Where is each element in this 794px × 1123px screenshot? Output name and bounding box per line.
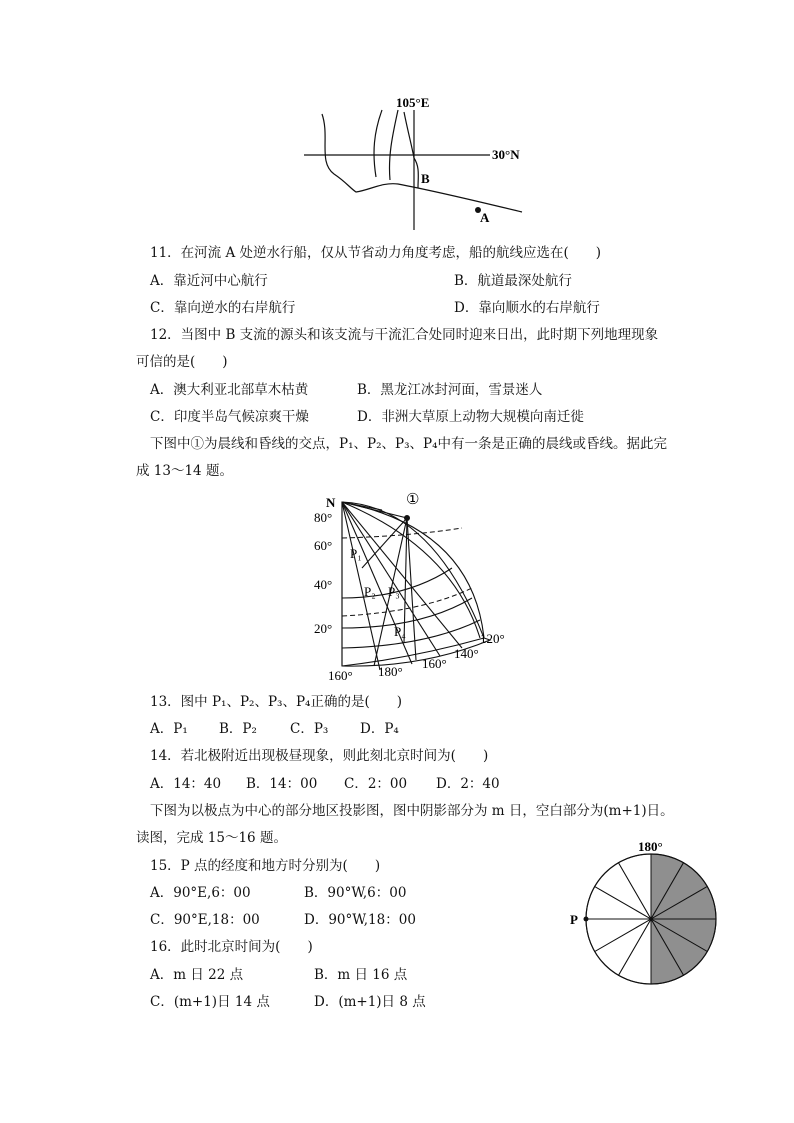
p3-label: P₃ <box>388 584 400 599</box>
q13-option-d[interactable]: D．P₄ <box>360 721 399 737</box>
q11-stem: 11．在河流 A 处逆水行船，仅从节省动力角度考虑，船的航线应选在( ) <box>150 245 602 261</box>
q15-option-b[interactable]: B．90°W,6：00 <box>304 885 407 901</box>
q11-option-b[interactable]: B．航道最深处航行 <box>454 273 572 289</box>
q15-stem: 15．P 点的经度和地方时分别为( ) <box>150 858 381 874</box>
q12-stem-line1: 12．当图中 B 支流的源头和该支流与干流汇合处同时迎来日出，此时期下列地理现象 <box>150 327 659 343</box>
q16-stem: 16．此时北京时间为( ) <box>150 939 313 955</box>
q15-option-a[interactable]: A．90°E,6：00 <box>150 885 251 901</box>
longitude-105e-label: 105°E <box>396 95 430 110</box>
q14-option-c[interactable]: C．2：00 <box>344 776 408 792</box>
lon-120-label: 120° <box>480 631 505 646</box>
point-p-label: P <box>570 912 578 927</box>
p1-label: P₁ <box>350 546 362 561</box>
intro-13-line2: 成 13～14 题。 <box>136 463 233 479</box>
lon-160-right-label: 160° <box>422 656 447 671</box>
point-b-label: B <box>421 171 430 186</box>
q12-option-a[interactable]: A．澳大利亚北部草木枯黄 <box>150 382 309 398</box>
lat-40-label: 40° <box>314 577 333 592</box>
q13-stem: 13．图中 P₁、P₂、P₃、P₄正确的是( ) <box>150 694 402 710</box>
pie-sectors <box>586 854 716 984</box>
q12-option-c[interactable]: C．印度半岛气候凉爽干燥 <box>150 409 309 425</box>
q12-option-b[interactable]: B．黑龙江冰封河面，雪景迷人 <box>357 382 543 398</box>
q15-option-c[interactable]: C．90°E,18：00 <box>150 912 260 928</box>
intro-15-line1: 下图为以极点为中心的部分地区投影图，图中阴影部分为 m 日，空白部分为(m+1)日。 <box>150 803 674 819</box>
q12-stem-line2: 可信的是( ) <box>136 354 228 370</box>
q14-option-a[interactable]: A．14：40 <box>150 776 222 792</box>
polar-projection-figure <box>565 838 725 990</box>
q13-option-a[interactable]: A．P₁ <box>150 721 188 737</box>
p2-label: P₂ <box>364 584 376 599</box>
latitude-30n-label: 30°N <box>492 147 520 162</box>
intro-13-line1: 下图中①为晨线和昏线的交点，P₁、P₂、P₃、P₄中有一条是正确的晨线或昏线。据此完 <box>150 436 667 452</box>
q16-option-c[interactable]: C．(m+1)日 14 点 <box>150 994 270 1010</box>
lat-60-label: 60° <box>314 538 333 553</box>
graticule-figure <box>312 488 517 686</box>
point-a-label: A <box>480 210 490 225</box>
q14-option-b[interactable]: B．14：00 <box>246 776 318 792</box>
q14-option-d[interactable]: D．2：40 <box>436 776 500 792</box>
north-label: N <box>326 495 336 510</box>
river-map-figure <box>300 92 540 230</box>
lat-80-label: 80° <box>314 510 333 525</box>
q11-option-a[interactable]: A．靠近河中心航行 <box>150 273 268 289</box>
q15-option-d[interactable]: D．90°W,18：00 <box>304 912 416 928</box>
q11-option-c[interactable]: C．靠向逆水的右岸航行 <box>150 300 296 316</box>
q11-option-d[interactable]: D．靠向顺水的右岸航行 <box>454 300 600 316</box>
point-1-label: ① <box>406 492 420 508</box>
q16-option-d[interactable]: D．(m+1)日 8 点 <box>314 994 426 1010</box>
lon-180-top-label: 180° <box>638 839 663 854</box>
q16-option-a[interactable]: A．m 日 22 点 <box>150 967 244 983</box>
q13-option-c[interactable]: C．P₃ <box>290 721 329 737</box>
intro-15-line2: 读图，完成 15～16 题。 <box>136 830 287 846</box>
lon-180-label: 180° <box>378 664 403 679</box>
q16-option-b[interactable]: B．m 日 16 点 <box>314 967 408 983</box>
lon-160-left-label: 160° <box>328 668 353 683</box>
q12-option-d[interactable]: D．非洲大草原上动物大规模向南迁徙 <box>357 409 584 425</box>
lat-20-label: 20° <box>314 621 333 636</box>
q13-option-b[interactable]: B．P₂ <box>219 721 257 737</box>
lon-140-label: 140° <box>454 646 479 661</box>
q14-stem: 14．若北极附近出现极昼现象，则此刻北京时间为( ) <box>150 748 489 764</box>
p4-label: P₄ <box>394 624 406 639</box>
